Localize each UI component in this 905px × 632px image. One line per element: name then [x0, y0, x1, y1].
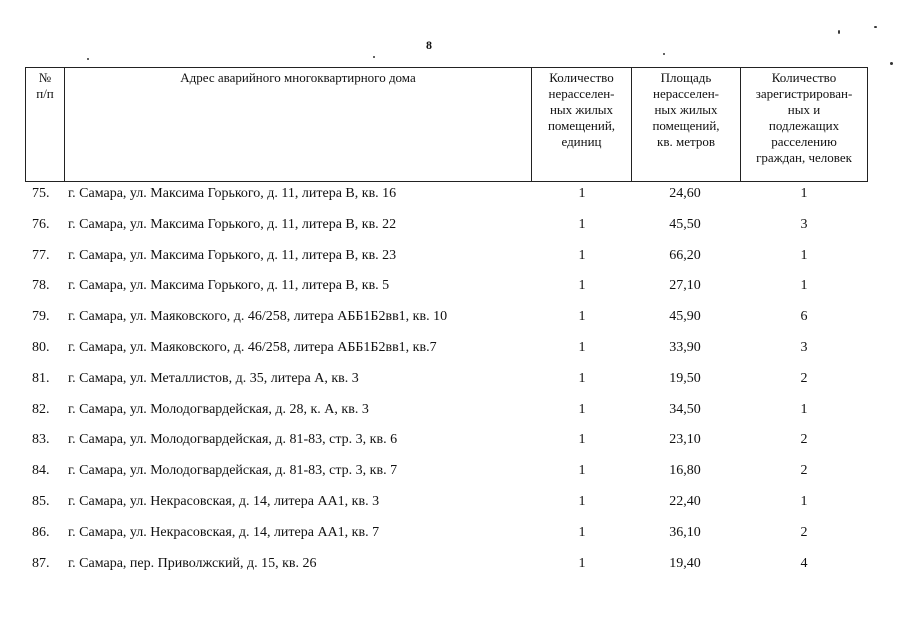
row-number: 75.: [32, 186, 50, 201]
row-area: 33,90: [669, 339, 701, 355]
row-address: г. Самара, ул. Некрасовская, д. 14, литера АА1, кв. 3: [68, 493, 380, 509]
row-number: 83.: [32, 432, 50, 448]
row-unit-count: 1: [578, 247, 586, 263]
row-number: 81.: [32, 370, 50, 386]
table-row: [0, 332, 905, 363]
table-body: [0, 178, 905, 578]
row-number: 80.: [32, 339, 50, 355]
row-address: г. Самара, ул. Максима Горького, д. 11, литера В, кв. 16: [68, 186, 397, 201]
header-unit-count: Количество нерасселен- ных жилых помещений, единиц: [531, 68, 631, 181]
row-unit-count: 1: [578, 524, 586, 540]
table-row: [0, 209, 905, 240]
table-row: [0, 301, 905, 332]
row-number: 82.: [32, 401, 50, 417]
row-number: 78.: [32, 278, 50, 294]
row-area: 36,10: [669, 524, 701, 540]
row-unit-count: 1: [578, 339, 586, 355]
table-row: [0, 548, 905, 579]
row-address: г. Самара, пер. Приволжский, д. 15, кв. 26: [68, 555, 317, 571]
row-residents: 1: [800, 278, 808, 294]
row-residents: 3: [800, 339, 808, 355]
row-area: 34,50: [669, 401, 701, 417]
table-row: [0, 486, 905, 517]
row-number: 76.: [32, 216, 50, 232]
row-area: 27,10: [669, 278, 701, 294]
row-unit-count: 1: [578, 370, 586, 386]
page-number: 8: [426, 38, 432, 52]
table-row: [0, 455, 905, 486]
row-area: 45,90: [669, 309, 701, 325]
row-residents: 2: [800, 370, 808, 386]
row-area: 19,50: [669, 370, 701, 386]
row-unit-count: 1: [578, 555, 586, 571]
table-row: [0, 178, 905, 209]
row-unit-count: 1: [578, 309, 586, 325]
scan-speck: [874, 26, 877, 28]
row-residents: 2: [800, 524, 808, 540]
row-area: 66,20: [669, 247, 701, 263]
row-address: г. Самара, ул. Молодогвардейская, д. 28, к. А, кв. 3: [68, 401, 369, 417]
row-number: 77.: [32, 247, 50, 263]
row-address: г. Самара, ул. Молодогвардейская, д. 81-83, стр. 3, кв. 6: [68, 432, 398, 448]
table-row: [0, 394, 905, 425]
row-unit-count: 1: [578, 278, 586, 294]
row-unit-count: 1: [578, 216, 586, 232]
scan-speck: [890, 62, 893, 65]
scan-speck: [373, 56, 375, 58]
row-residents: 2: [800, 463, 808, 479]
row-number: 84.: [32, 463, 50, 479]
table-row: [0, 363, 905, 394]
row-residents: 3: [800, 216, 808, 232]
row-number: 86.: [32, 524, 50, 540]
row-address: г. Самара, ул. Маяковского, д. 46/258, литера АББ1Б2вв1, кв. 10: [68, 309, 448, 325]
header-area: Площадь нерасселен- ных жилых помещений, кв. метров: [631, 68, 740, 181]
header-residents: Количество зарегистрирован- ных и подлежащих расселению граждан, человек: [740, 68, 867, 181]
row-area: 24,60: [669, 186, 701, 201]
row-residents: 1: [800, 493, 808, 509]
row-area: 23,10: [669, 432, 701, 448]
row-area: 16,80: [669, 463, 701, 479]
table-header: [25, 67, 868, 182]
scan-speck: [838, 30, 840, 34]
row-area: 45,50: [669, 216, 701, 232]
header-address: Адрес аварийного многоквартирного дома: [64, 68, 531, 181]
row-address: г. Самара, ул. Металлистов, д. 35, литера А, кв. 3: [68, 370, 359, 386]
row-residents: 1: [800, 186, 808, 201]
row-unit-count: 1: [578, 463, 586, 479]
row-unit-count: 1: [578, 432, 586, 448]
table-row: [0, 240, 905, 271]
row-residents: 2: [800, 432, 808, 448]
row-address: г. Самара, ул. Маяковского, д. 46/258, литера АББ1Б2вв1, кв.7: [68, 339, 437, 355]
row-number: 85.: [32, 493, 50, 509]
row-residents: 6: [800, 309, 808, 325]
table-row: [0, 424, 905, 455]
row-area: 22,40: [669, 493, 701, 509]
row-unit-count: 1: [578, 401, 586, 417]
header-number: № п/п: [36, 70, 54, 101]
row-residents: 4: [800, 555, 808, 571]
row-address: г. Самара, ул. Некрасовская, д. 14, литера АА1, кв. 7: [68, 524, 380, 540]
row-number: 79.: [32, 309, 50, 325]
row-address: г. Самара, ул. Максима Горького, д. 11, литера В, кв. 23: [68, 247, 397, 263]
scan-speck: [663, 53, 665, 55]
row-unit-count: 1: [578, 493, 586, 509]
row-residents: 1: [800, 247, 808, 263]
row-address: г. Самара, ул. Максима Горького, д. 11, литера В, кв. 5: [68, 278, 390, 294]
row-number: 87.: [32, 555, 50, 571]
row-area: 19,40: [669, 555, 701, 571]
scan-speck: [87, 58, 89, 60]
row-address: г. Самара, ул. Максима Горького, д. 11, литера В, кв. 22: [68, 216, 397, 232]
row-unit-count: 1: [578, 186, 586, 201]
row-residents: 1: [800, 401, 808, 417]
row-address: г. Самара, ул. Молодогвардейская, д. 81-83, стр. 3, кв. 7: [68, 463, 398, 479]
table-row: [0, 270, 905, 301]
table-row: [0, 517, 905, 548]
